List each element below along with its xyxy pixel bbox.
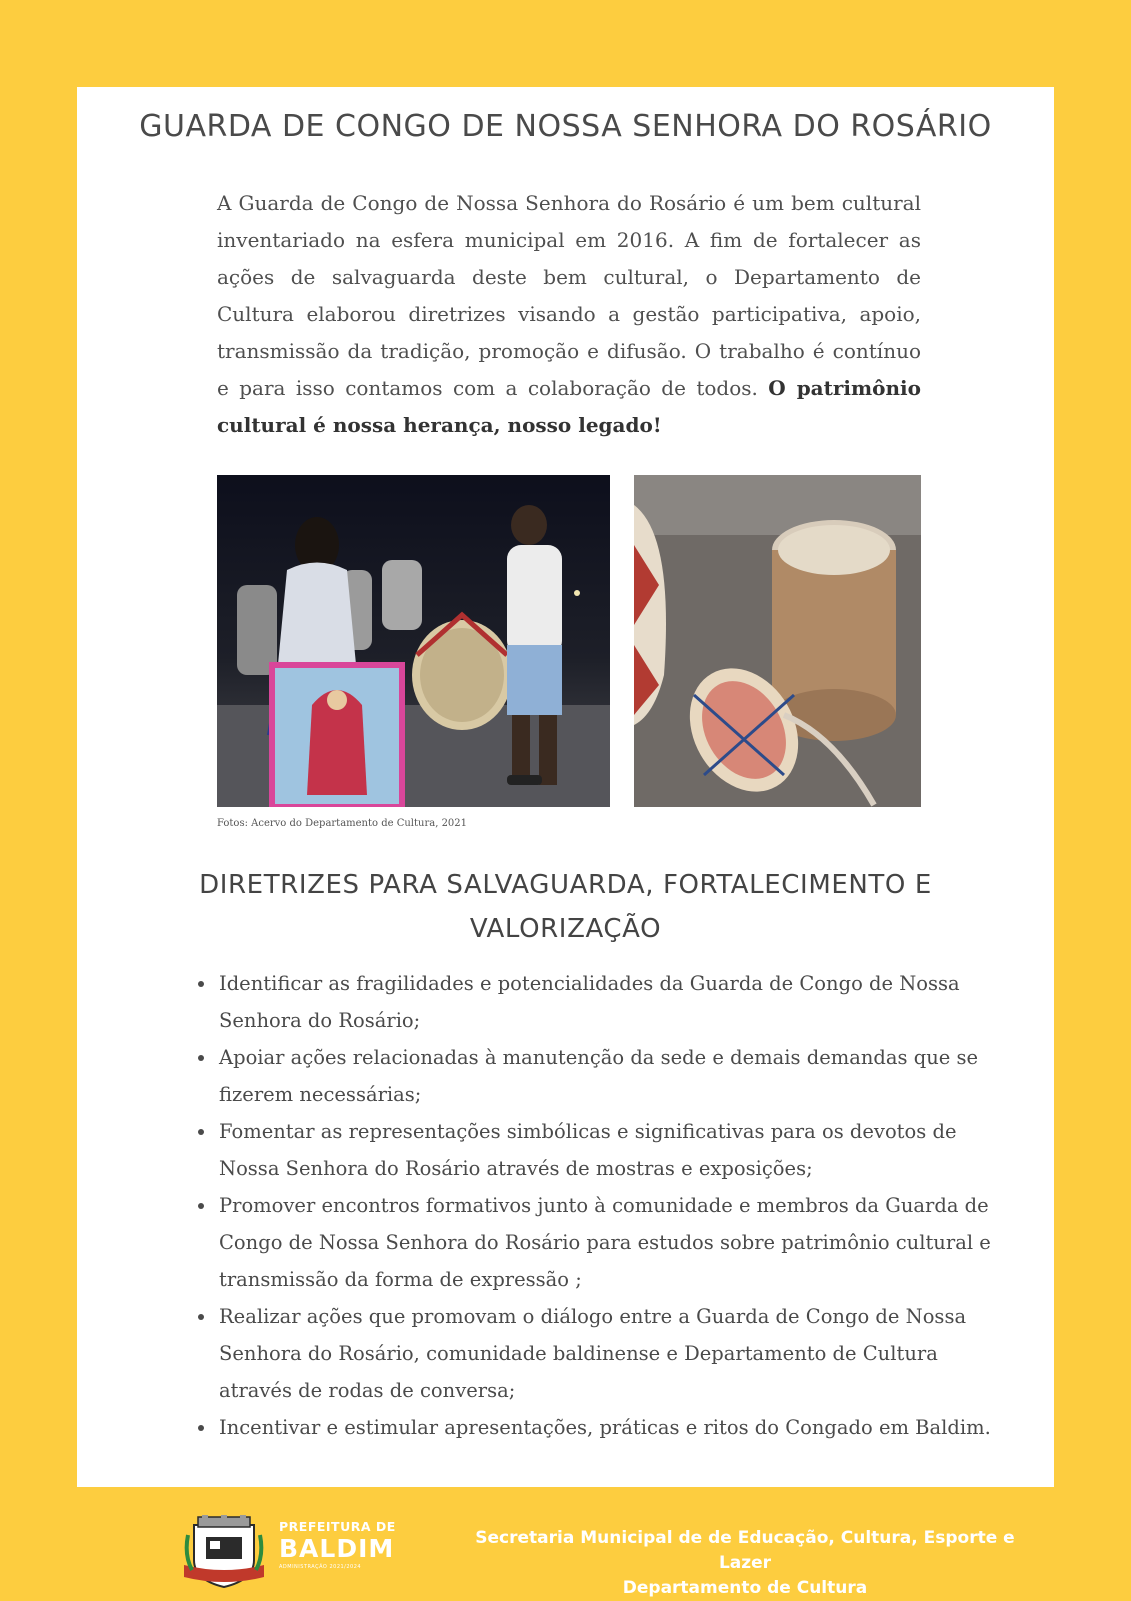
intro-text: A Guarda de Congo de Nossa Senhora do Rosário é um bem cultural inventariado na esfera municipal em 2016. A fim de fortalecer as ações de salvaguarda deste bem cultural, o Departamento de Cultura elaborou diretrizes visando a gestão participativa, apoio, transmissão da tradição, promoção e difusão. O trabalho é contínuo e para isso contamos com a colaboração de todos. <box>217 191 921 400</box>
list-item: • Apoiar ações relacionadas à manutenção da sede e demais demandas que se fizerem necessárias; <box>217 1039 1007 1113</box>
prefeitura-line1: PREFEITURA DE <box>279 1519 396 1534</box>
list-item: • Incentivar e estimular apresentações, práticas e ritos do Congado em Baldim. <box>217 1409 1007 1446</box>
departamento-name: Departamento de Cultura <box>622 1578 868 1598</box>
baldim-coat-of-arms-icon <box>184 1515 264 1589</box>
prefeitura-line3: ADMINISTRAÇÃO 2021/2024 <box>279 1564 362 1570</box>
list-item: • Promover encontros formativos junto à comunidade e membros da Guarda de Congo de Nossa Senhora do Rosário para estudos sobre patrimônio cultural e transmissão da forma de expressão ; <box>217 1187 1007 1298</box>
content-card <box>77 87 1054 1487</box>
page-title: GUARDA DE CONGO DE NOSSA SENHORA DO ROSÁRIO <box>139 109 992 144</box>
prefeitura-line2: BALDIM <box>279 1534 395 1563</box>
photo-drums <box>634 475 921 807</box>
prefeitura-logo-text <box>279 1519 396 1570</box>
list-item: • Fomentar as representações simbólicas e significativas para os devotos de Nossa Senhora do Rosário através de mostras e exposições; <box>217 1113 1007 1187</box>
photo-caption: Fotos: Acervo do Departamento de Cultura, 2021 <box>217 818 468 829</box>
footer-institution <box>450 1526 1040 1601</box>
photo-congo-procession <box>217 475 610 807</box>
list-item: • Identificar as fragilidades e potencialidades da Guarda de Congo de Nossa Senhora do Rosário; <box>217 965 1007 1039</box>
intro-bold-text: O patrimônio cultural é nossa herança, nosso legado! <box>217 376 921 437</box>
list-item: • Realizar ações que promovam o diálogo entre a Guarda de Congo de Nossa Senhora do Rosário, comunidade baldinense e Departamento de Cultura através de rodas de conversa; <box>217 1298 1007 1409</box>
guidelines-heading: DIRETRIZES PARA SALVAGUARDA, FORTALECIMENTO E VALORIZAÇÃO <box>199 870 932 944</box>
intro-paragraph <box>217 185 921 444</box>
guidelines-list <box>187 965 1007 1446</box>
secretaria-name: Secretaria Municipal de de Educação, Cultura, Esporte e Lazer <box>475 1528 1015 1573</box>
